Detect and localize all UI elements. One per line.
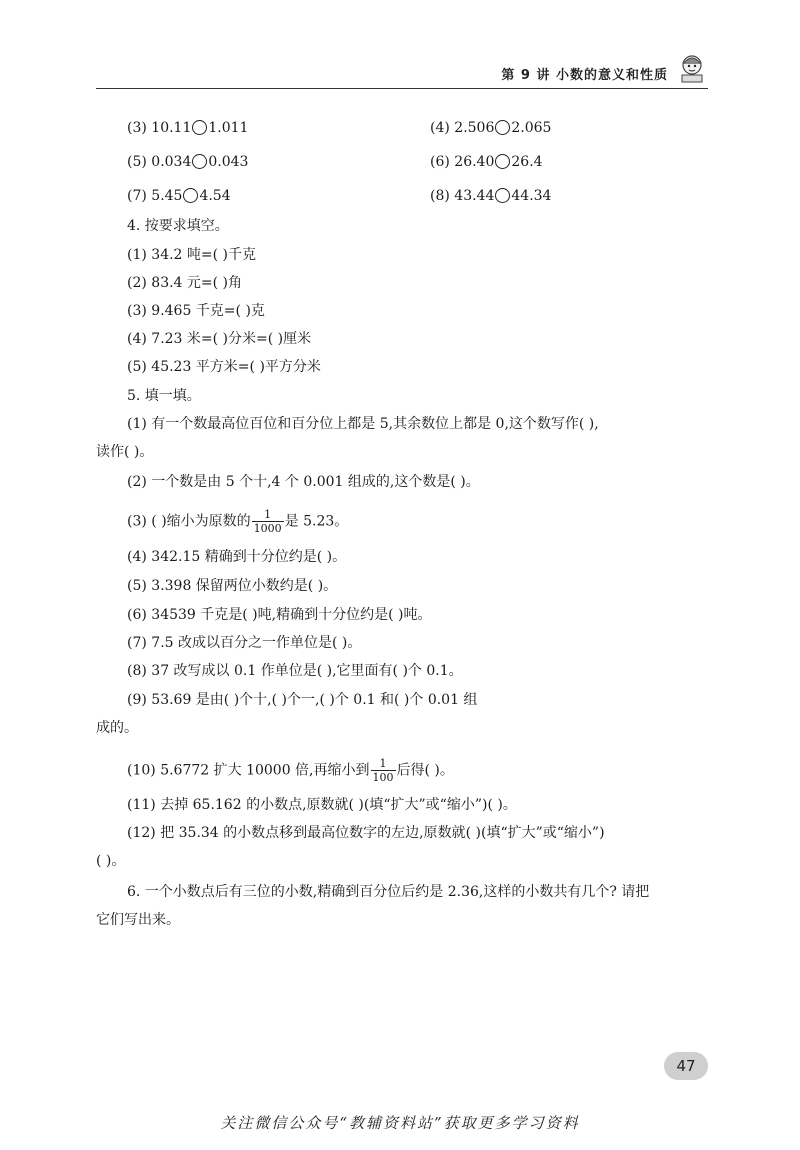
fraction-denominator: 1000 <box>253 522 282 535</box>
compare-item-6 <box>430 152 543 172</box>
q5-item-4: (4) 342.15 精确到十分位约是( )。 <box>127 549 347 565</box>
q5-item-3-text: (3) ( )缩小为原数的 <box>127 513 251 530</box>
fraction-denominator: 100 <box>372 771 394 784</box>
header-divider <box>96 88 708 89</box>
q4-item-2: (2) 83.4 元=( )角 <box>127 275 243 291</box>
page-header <box>96 58 708 86</box>
q4-item-1: (1) 34.2 吨=( )千克 <box>127 247 257 263</box>
answer-circle[interactable] <box>192 154 207 169</box>
compare-item-7 <box>127 186 231 206</box>
q4-item-3: (3) 9.465 千克=( )克 <box>127 303 265 319</box>
compare-right: 44.34 <box>511 188 552 204</box>
q5-item-7: (7) 7.5 改成以百分之一作单位是( )。 <box>127 635 362 651</box>
fraction-numerator: 1 <box>379 757 387 770</box>
q5-item-10 <box>127 757 454 784</box>
q4-item-5: (5) 45.23 平方米=( )平方分米 <box>127 359 321 375</box>
compare-item-8 <box>430 186 551 206</box>
q5-item-10-text: (10) 5.6772 扩大 10000 倍,再缩小到 <box>127 762 370 779</box>
answer-circle[interactable] <box>183 188 198 203</box>
q5-item-6: (6) 34539 千克是( )吨,精确到十分位约是( )吨。 <box>127 607 432 623</box>
question-5-title: 5. 填一填。 <box>127 388 201 404</box>
q5-item-3 <box>127 508 348 535</box>
q5-item-1: (1) 有一个数最高位百位和百分位上都是 5,其余数位上都是 0,这个数写作( ), <box>127 416 599 432</box>
q5-item-11: (11) 去掉 65.162 的小数点,原数就( )(填“扩大”或“缩小”)( )。 <box>127 797 517 813</box>
q5-item-3-tail: 是 5.23。 <box>284 513 349 530</box>
q5-item-9-cont: 成的。 <box>96 720 138 736</box>
q5-item-12: (12) 把 35.34 的小数点移到最高位数字的左边,原数就( )(填“扩大”或“缩小”) <box>127 825 605 841</box>
q5-item-8: (8) 37 改写成以 0.1 作单位是( ),它里面有( )个 0.1。 <box>127 663 463 679</box>
answer-circle[interactable] <box>495 188 510 203</box>
compare-right: 26.4 <box>511 154 543 170</box>
compare-left: (3) 10.11 <box>127 120 192 136</box>
compare-right: 2.065 <box>511 120 552 136</box>
compare-right: 4.54 <box>199 188 231 204</box>
q5-item-2: (2) 一个数是由 5 个十,4 个 0.001 组成的,这个数是( )。 <box>127 474 480 490</box>
q5-item-12-cont: ( )。 <box>96 853 126 869</box>
q5-item-10-tail: 后得( )。 <box>396 762 454 779</box>
question-6: 6. 一个小数点后有三位的小数,精确到百分位后约是 2.36,这样的小数共有几个? 请把 <box>127 884 650 900</box>
compare-item-3 <box>127 118 248 138</box>
chapter-title: 第 9 讲 小数的意义和性质 <box>501 68 668 83</box>
fraction-numerator: 1 <box>264 508 272 521</box>
compare-right: 1.011 <box>208 120 249 136</box>
mascot-icon <box>676 52 708 84</box>
question-4-title: 4. 按要求填空。 <box>127 218 229 234</box>
answer-circle[interactable] <box>192 120 207 135</box>
compare-left: (4) 2.506 <box>430 120 495 136</box>
compare-left: (6) 26.40 <box>430 154 495 170</box>
q5-item-1-cont: 读作( )。 <box>96 444 154 460</box>
compare-item-4 <box>430 118 551 138</box>
compare-left: (8) 43.44 <box>430 188 495 204</box>
q5-item-5: (5) 3.398 保留两位小数约是( )。 <box>127 578 338 594</box>
question-6-cont: 它们写出来。 <box>96 912 180 928</box>
footer-note: 关注微信公众号“教辅资料站”获取更多学习资料 <box>220 1114 580 1132</box>
compare-right: 0.043 <box>208 154 249 170</box>
compare-left: (7) 5.45 <box>127 188 183 204</box>
fraction <box>252 508 284 535</box>
compare-left: (5) 0.034 <box>127 154 192 170</box>
q4-item-4: (4) 7.23 米=( )分米=( )厘米 <box>127 331 312 347</box>
page-number: 47 <box>664 1052 708 1080</box>
answer-circle[interactable] <box>495 120 510 135</box>
q5-item-9: (9) 53.69 是由( )个十,( )个一,( )个 0.1 和( )个 0.01 组 <box>127 692 478 708</box>
fraction <box>371 757 396 784</box>
compare-item-5 <box>127 152 248 172</box>
answer-circle[interactable] <box>495 154 510 169</box>
